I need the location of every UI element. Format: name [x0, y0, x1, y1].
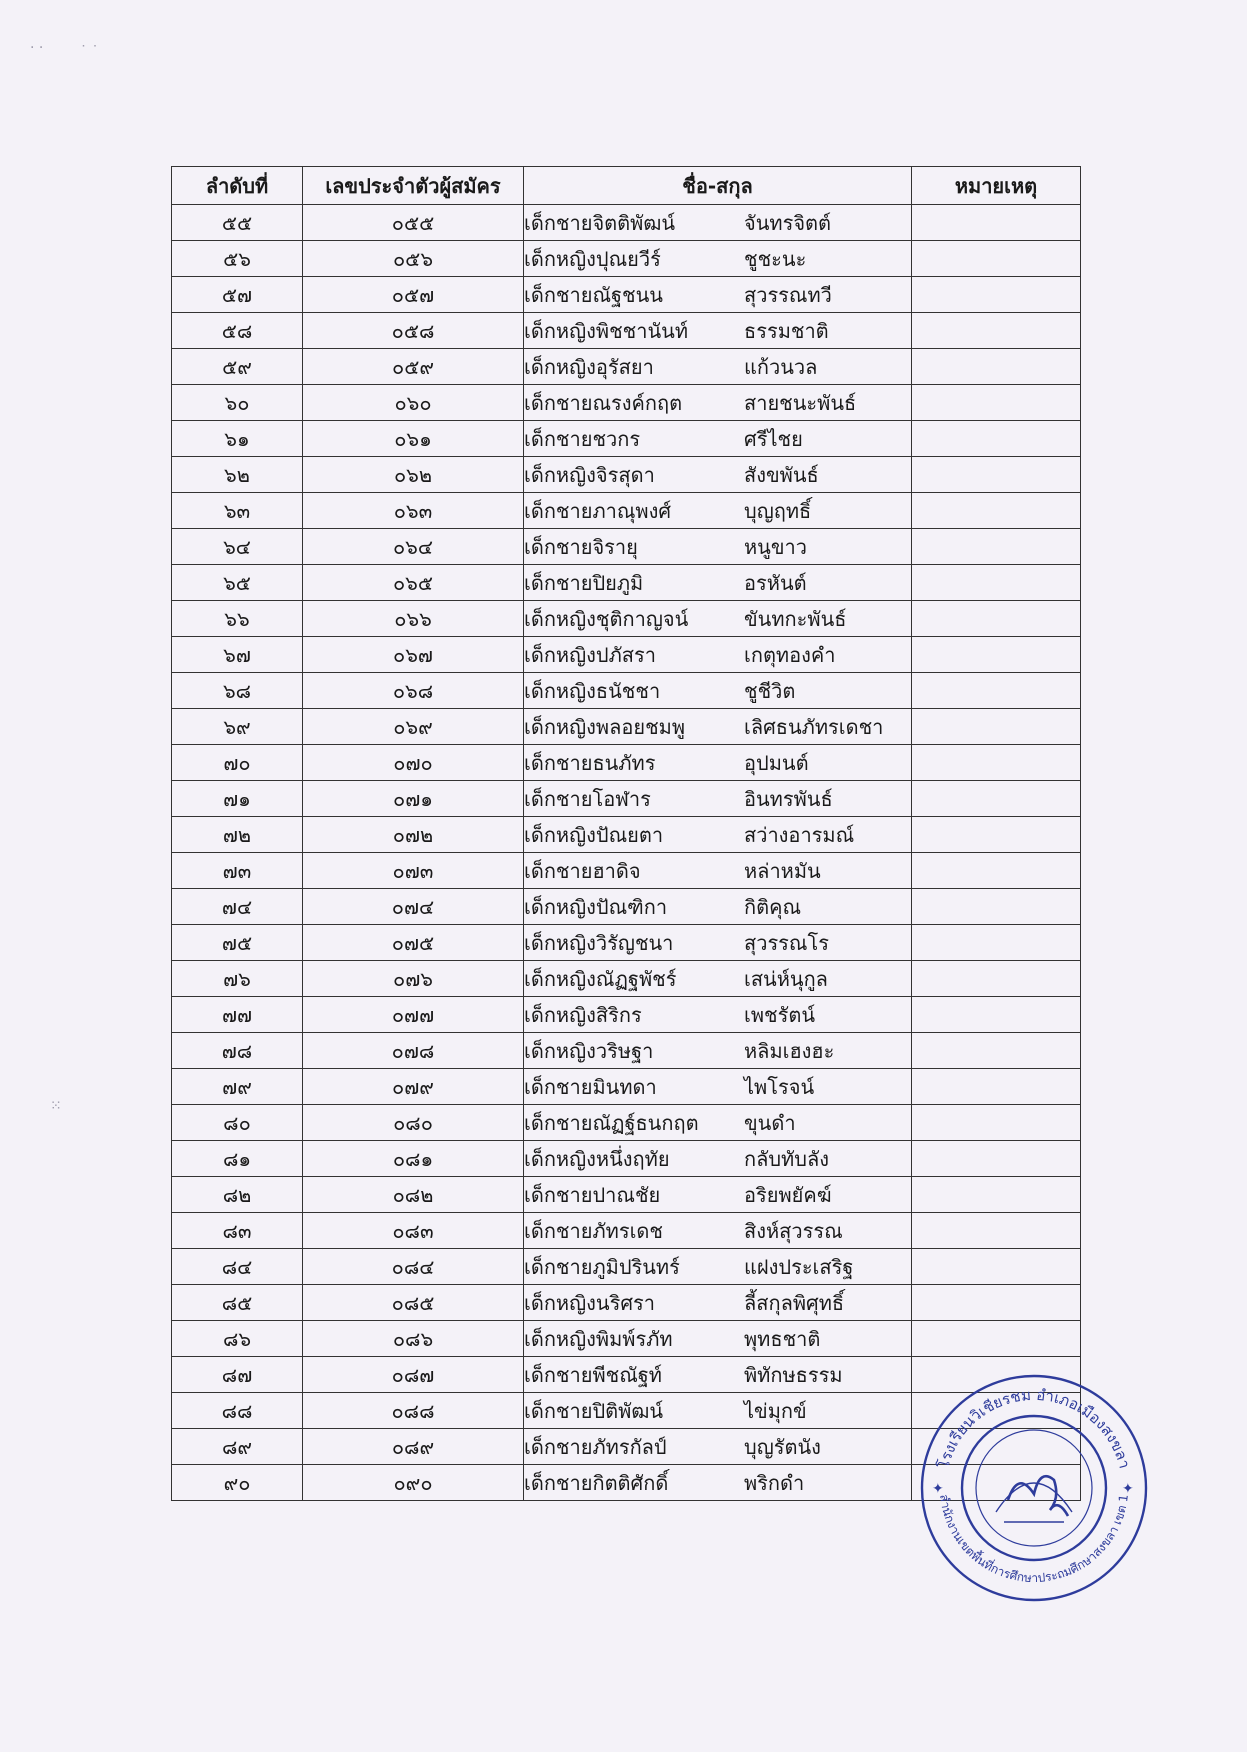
cell-applicant-id: ๐๘๖: [303, 1321, 524, 1357]
last-name: ศรีไชย: [744, 426, 803, 451]
cell-applicant-id: ๐๗๗: [303, 997, 524, 1033]
cell-name: [524, 421, 912, 457]
cell-name: [524, 1393, 912, 1429]
cell-applicant-id: ๐๕๖: [303, 241, 524, 277]
cell-applicant-id: ๐๗๕: [303, 925, 524, 961]
cell-name: [524, 205, 912, 241]
cell-remark: [912, 385, 1081, 421]
first-name: เด็กหญิงปภัสรา: [524, 642, 656, 667]
cell-order: ๖๑: [172, 421, 303, 457]
table-row: [172, 889, 1081, 925]
table-row: [172, 349, 1081, 385]
first-name: เด็กชายจิตติพัฒน์: [524, 210, 676, 235]
cell-applicant-id: ๐๖๖: [303, 601, 524, 637]
cell-name: [524, 673, 912, 709]
cell-applicant-id: ๐๘๗: [303, 1357, 524, 1393]
cell-name: [524, 313, 912, 349]
cell-order: ๖๕: [172, 565, 303, 601]
cell-applicant-id: ๐๗๘: [303, 1033, 524, 1069]
cell-applicant-id: ๐๕๗: [303, 277, 524, 313]
table-row: [172, 1105, 1081, 1141]
first-name: เด็กชายภูมิปรินทร์: [524, 1254, 680, 1279]
cell-order: ๕๗: [172, 277, 303, 313]
cell-name: [524, 925, 912, 961]
last-name: กิติคุณ: [744, 894, 802, 919]
cell-applicant-id: ๐๘๙: [303, 1429, 524, 1465]
cell-applicant-id: ๐๙๐: [303, 1465, 524, 1501]
last-name: ชูชะนะ: [744, 246, 807, 271]
cell-order: ๗๓: [172, 853, 303, 889]
cell-order: ๕๕: [172, 205, 303, 241]
cell-applicant-id: ๐๖๙: [303, 709, 524, 745]
cell-remark: [912, 1213, 1081, 1249]
cell-order: ๘๐: [172, 1105, 303, 1141]
table-row: [172, 1069, 1081, 1105]
cell-order: ๖๙: [172, 709, 303, 745]
first-name: เด็กหญิงชุติกาญจน์: [524, 606, 689, 631]
cell-remark: [912, 205, 1081, 241]
cell-applicant-id: ๐๖๑: [303, 421, 524, 457]
table-row: [172, 997, 1081, 1033]
cell-order: ๘๘: [172, 1393, 303, 1429]
last-name: หนูขาว: [744, 534, 807, 559]
cell-remark: [912, 493, 1081, 529]
table-row: [172, 673, 1081, 709]
last-name: เสน่ห์นุกูล: [744, 966, 828, 991]
table-header-row: [172, 167, 1081, 205]
stamp-inner-ring: [962, 1416, 1106, 1560]
last-name: หลิมเฮงฮะ: [744, 1038, 835, 1063]
cell-applicant-id: ๐๖๘: [303, 673, 524, 709]
first-name: เด็กหญิงอุรัสยา: [524, 354, 654, 379]
cell-remark: [912, 1033, 1081, 1069]
cell-order: ๖๐: [172, 385, 303, 421]
table-row: [172, 457, 1081, 493]
cell-name: [524, 277, 912, 313]
first-name: เด็กชายปิยภูมิ: [524, 570, 644, 595]
cell-order: ๖๒: [172, 457, 303, 493]
first-name: เด็กหญิงวิรัญชนา: [524, 930, 674, 955]
stamp-emblem-circle: [976, 1430, 1092, 1546]
cell-order: ๘๔: [172, 1249, 303, 1285]
cell-remark: [912, 565, 1081, 601]
cell-order: ๕๖: [172, 241, 303, 277]
table-row: [172, 1141, 1081, 1177]
cell-order: ๗๒: [172, 817, 303, 853]
cell-order: ๗๑: [172, 781, 303, 817]
table-row: [172, 277, 1081, 313]
header-order: ลำดับที่: [172, 167, 303, 205]
cell-order: ๖๘: [172, 673, 303, 709]
cell-remark: [912, 1069, 1081, 1105]
cell-name: [524, 1429, 912, 1465]
cell-remark: [912, 817, 1081, 853]
cell-name: [524, 493, 912, 529]
cell-applicant-id: ๐๘๑: [303, 1141, 524, 1177]
cell-applicant-id: ๐๘๕: [303, 1285, 524, 1321]
cell-name: [524, 817, 912, 853]
first-name: เด็กหญิงพลอยชมพู: [524, 714, 686, 739]
cell-applicant-id: ๐๗๙: [303, 1069, 524, 1105]
cell-name: [524, 997, 912, 1033]
cell-name: [524, 1105, 912, 1141]
cell-order: ๘๑: [172, 1141, 303, 1177]
table-row: [172, 601, 1081, 637]
last-name: ไข่มุกข์: [744, 1398, 807, 1423]
last-name: สว่างอารมณ์: [744, 822, 855, 847]
stamp-top-text: โรงเรียนวิเชียรชม อำเภอเมืองสงขลา: [934, 1385, 1134, 1471]
cell-remark: [912, 277, 1081, 313]
first-name: เด็กชายโอฬาร: [524, 786, 651, 811]
cell-remark: [912, 1141, 1081, 1177]
cell-order: ๖๓: [172, 493, 303, 529]
cell-order: ๗๗: [172, 997, 303, 1033]
stamp-outer-ring: [922, 1376, 1146, 1600]
table-row: [172, 1177, 1081, 1213]
first-name: เด็กหญิงปัณยตา: [524, 822, 664, 847]
cell-order: ๘๗: [172, 1357, 303, 1393]
cell-order: ๗๐: [172, 745, 303, 781]
cell-remark: [912, 1177, 1081, 1213]
cell-name: [524, 565, 912, 601]
table-row: [172, 745, 1081, 781]
cell-remark: [912, 421, 1081, 457]
cell-order: ๘๕: [172, 1285, 303, 1321]
last-name: พิทักษธรรม: [744, 1362, 843, 1387]
cell-remark: [912, 637, 1081, 673]
cell-applicant-id: ๐๗๑: [303, 781, 524, 817]
last-name: ชูชีวิต: [744, 678, 796, 703]
first-name: เด็กหญิงหนึ่งฤทัย: [524, 1146, 670, 1171]
table-row: [172, 853, 1081, 889]
header-name: ชื่อ-สกุล: [524, 167, 912, 205]
cell-remark: [912, 349, 1081, 385]
first-name: เด็กชายภัทรเดช: [524, 1218, 663, 1243]
cell-remark: [912, 745, 1081, 781]
first-name: เด็กหญิงวริษฐา: [524, 1038, 654, 1063]
table-row: [172, 313, 1081, 349]
cell-remark: [912, 853, 1081, 889]
last-name: พุทธชาติ: [744, 1326, 821, 1351]
stamp-star-left: ✦: [932, 1481, 944, 1497]
cell-applicant-id: ๐๖๓: [303, 493, 524, 529]
first-name: เด็กหญิงธนัชชา: [524, 678, 661, 703]
cell-remark: [912, 673, 1081, 709]
first-name: เด็กชายปิติพัฒน์: [524, 1398, 664, 1423]
first-name: เด็กหญิงพิมพ์รภัท: [524, 1326, 673, 1351]
table-row: [172, 241, 1081, 277]
cell-name: [524, 457, 912, 493]
table-row: [172, 529, 1081, 565]
last-name: อรหันต์: [744, 570, 807, 595]
table-row: [172, 637, 1081, 673]
cell-name: [524, 1141, 912, 1177]
first-name: เด็กชายธนภัทร: [524, 750, 656, 775]
first-name: เด็กหญิงณัฏฐพัชร์: [524, 966, 677, 991]
cell-remark: [912, 997, 1081, 1033]
table-row: [172, 817, 1081, 853]
cell-name: [524, 529, 912, 565]
cell-name: [524, 1465, 912, 1501]
cell-applicant-id: ๐๘๐: [303, 1105, 524, 1141]
cell-order: ๗๔: [172, 889, 303, 925]
table-row: [172, 421, 1081, 457]
cell-name: [524, 1033, 912, 1069]
last-name: พริกดำ: [744, 1470, 805, 1495]
last-name: ไพโรจน์: [744, 1074, 815, 1099]
cell-order: ๖๔: [172, 529, 303, 565]
cell-remark: [912, 601, 1081, 637]
applicant-table: [171, 166, 1081, 1501]
stamp-star-right: ✦: [1122, 1481, 1134, 1497]
last-name: แก้วนวล: [744, 354, 818, 379]
cell-order: ๗๖: [172, 961, 303, 997]
table-row: [172, 1285, 1081, 1321]
first-name: เด็กชายณัฏฐ์ธนกฤต: [524, 1110, 699, 1135]
last-name: เลิศธนภัทรเดชา: [744, 714, 884, 739]
cell-name: [524, 385, 912, 421]
first-name: เด็กชายจิรายุ: [524, 534, 638, 559]
cell-remark: [912, 1321, 1081, 1357]
cell-applicant-id: ๐๖๗: [303, 637, 524, 673]
table-row: [172, 709, 1081, 745]
table-row: [172, 1249, 1081, 1285]
last-name: บุญรัตนัง: [744, 1434, 821, 1459]
cell-applicant-id: ๐๗๒: [303, 817, 524, 853]
cell-name: [524, 349, 912, 385]
last-name: บุญฤทธิ์: [744, 498, 812, 523]
last-name: ขันทกะพันธ์: [744, 606, 847, 631]
cell-name: [524, 709, 912, 745]
first-name: เด็กชายมินทดา: [524, 1074, 657, 1099]
table-row: [172, 205, 1081, 241]
first-name: เด็กหญิงปัณฑิกา: [524, 894, 668, 919]
table-row: [172, 493, 1081, 529]
last-name: สุวรรณโร: [744, 930, 829, 955]
first-name: เด็กชายณัฐชนน: [524, 282, 663, 307]
cell-applicant-id: ๐๘๓: [303, 1213, 524, 1249]
cell-name: [524, 853, 912, 889]
cell-name: [524, 1357, 912, 1393]
cell-order: ๗๙: [172, 1069, 303, 1105]
first-name: เด็กหญิงจิรสุดา: [524, 462, 655, 487]
cell-name: [524, 241, 912, 277]
first-name: เด็กชายภัทรกัลป์: [524, 1434, 667, 1459]
cell-order: ๘๒: [172, 1177, 303, 1213]
cell-order: ๘๙: [172, 1429, 303, 1465]
first-name: เด็กหญิงพิชชานันท์: [524, 318, 689, 343]
cell-remark: [912, 961, 1081, 997]
first-name: เด็กหญิงสิริกร: [524, 1002, 642, 1027]
cell-applicant-id: ๐๗๓: [303, 853, 524, 889]
header-remark: หมายเหตุ: [912, 167, 1081, 205]
table-row: [172, 925, 1081, 961]
table-row: [172, 385, 1081, 421]
last-name: ขุนดำ: [744, 1110, 796, 1135]
last-name: อุปมนต์: [744, 750, 809, 775]
last-name: ธรรมชาติ: [744, 318, 829, 343]
cell-remark: [912, 925, 1081, 961]
first-name: เด็กชายฮาดิจ: [524, 858, 641, 883]
cell-remark: [912, 241, 1081, 277]
first-name: เด็กชายปาณชัย: [524, 1182, 661, 1207]
cell-remark: [912, 529, 1081, 565]
first-name: เด็กชายภาณุพงศ์: [524, 498, 672, 523]
cell-remark: [912, 457, 1081, 493]
cell-order: ๗๘: [172, 1033, 303, 1069]
last-name: หล่าหมัน: [744, 858, 821, 883]
table-row: [172, 1033, 1081, 1069]
last-name: สังขพันธ์: [744, 462, 819, 487]
last-name: สุวรรณทวี: [744, 282, 832, 307]
table-row: [172, 961, 1081, 997]
cell-name: [524, 1321, 912, 1357]
cell-remark: [912, 781, 1081, 817]
cell-name: [524, 1249, 912, 1285]
cell-name: [524, 1213, 912, 1249]
cell-name: [524, 889, 912, 925]
cell-applicant-id: ๐๗๖: [303, 961, 524, 997]
first-name: เด็กชายพีชณัฐท์: [524, 1362, 662, 1387]
cell-order: ๘๓: [172, 1213, 303, 1249]
last-name: ลี้สกุลพิศุทธิ์: [744, 1290, 845, 1315]
cell-applicant-id: ๐๖๕: [303, 565, 524, 601]
last-name: อินทรพันธ์: [744, 786, 833, 811]
cell-name: [524, 601, 912, 637]
cell-order: ๕๘: [172, 313, 303, 349]
cell-name: [524, 745, 912, 781]
last-name: กลับทับลัง: [744, 1146, 829, 1171]
header-applicant-id: เลขประจำตัวผู้สมัคร: [303, 167, 524, 205]
cell-name: [524, 781, 912, 817]
last-name: สายชนะพันธ์: [744, 390, 857, 415]
first-name: เด็กหญิงนริศรา: [524, 1290, 656, 1315]
table-row: [172, 1213, 1081, 1249]
last-name: เกตุทองคำ: [744, 642, 836, 667]
cell-order: ๖๗: [172, 637, 303, 673]
cell-applicant-id: ๐๗๔: [303, 889, 524, 925]
cell-remark: [912, 709, 1081, 745]
first-name: เด็กชายณรงค์กฤต: [524, 390, 683, 415]
cell-applicant-id: ๐๖๐: [303, 385, 524, 421]
cell-name: [524, 1069, 912, 1105]
cell-order: ๖๖: [172, 601, 303, 637]
cell-order: ๙๐: [172, 1465, 303, 1501]
table-row: [172, 781, 1081, 817]
cell-remark: [912, 1249, 1081, 1285]
last-name: เพชรัตน์: [744, 1002, 815, 1027]
cell-remark: [912, 889, 1081, 925]
cell-applicant-id: ๐๘๔: [303, 1249, 524, 1285]
cell-name: [524, 637, 912, 673]
cell-applicant-id: ๐๗๐: [303, 745, 524, 781]
cell-applicant-id: ๐๖๒: [303, 457, 524, 493]
last-name: อริยพยัคฆ์: [744, 1182, 832, 1207]
cell-applicant-id: ๐๘๘: [303, 1393, 524, 1429]
cell-order: ๘๖: [172, 1321, 303, 1357]
cell-remark: [912, 1285, 1081, 1321]
cell-applicant-id: ๐๘๒: [303, 1177, 524, 1213]
cell-order: ๗๕: [172, 925, 303, 961]
first-name: เด็กชายกิตติศักดิ์: [524, 1470, 669, 1495]
cell-remark: [912, 1105, 1081, 1141]
table-row: [172, 565, 1081, 601]
cell-order: ๕๙: [172, 349, 303, 385]
cell-applicant-id: ๐๕๙: [303, 349, 524, 385]
cell-applicant-id: ๐๕๘: [303, 313, 524, 349]
table-row: [172, 1321, 1081, 1357]
cell-name: [524, 1285, 912, 1321]
school-seal-stamp: [918, 1372, 1150, 1604]
cell-remark: [912, 313, 1081, 349]
stamp-bottom-text: สำนักงานเขตพื้นที่การศึกษาประถมศึกษาสงขลา เขต 1: [937, 1493, 1131, 1586]
cell-applicant-id: ๐๖๔: [303, 529, 524, 565]
cell-applicant-id: ๐๕๕: [303, 205, 524, 241]
last-name: จันทรจิตต์: [744, 210, 832, 235]
cell-name: [524, 1177, 912, 1213]
cell-name: [524, 961, 912, 997]
first-name: เด็กชายชวกร: [524, 426, 641, 451]
first-name: เด็กหญิงปุณยวีร์: [524, 246, 661, 271]
last-name: สิงห์สุวรรณ: [744, 1218, 843, 1243]
last-name: แฝงประเสริฐ: [744, 1254, 854, 1279]
